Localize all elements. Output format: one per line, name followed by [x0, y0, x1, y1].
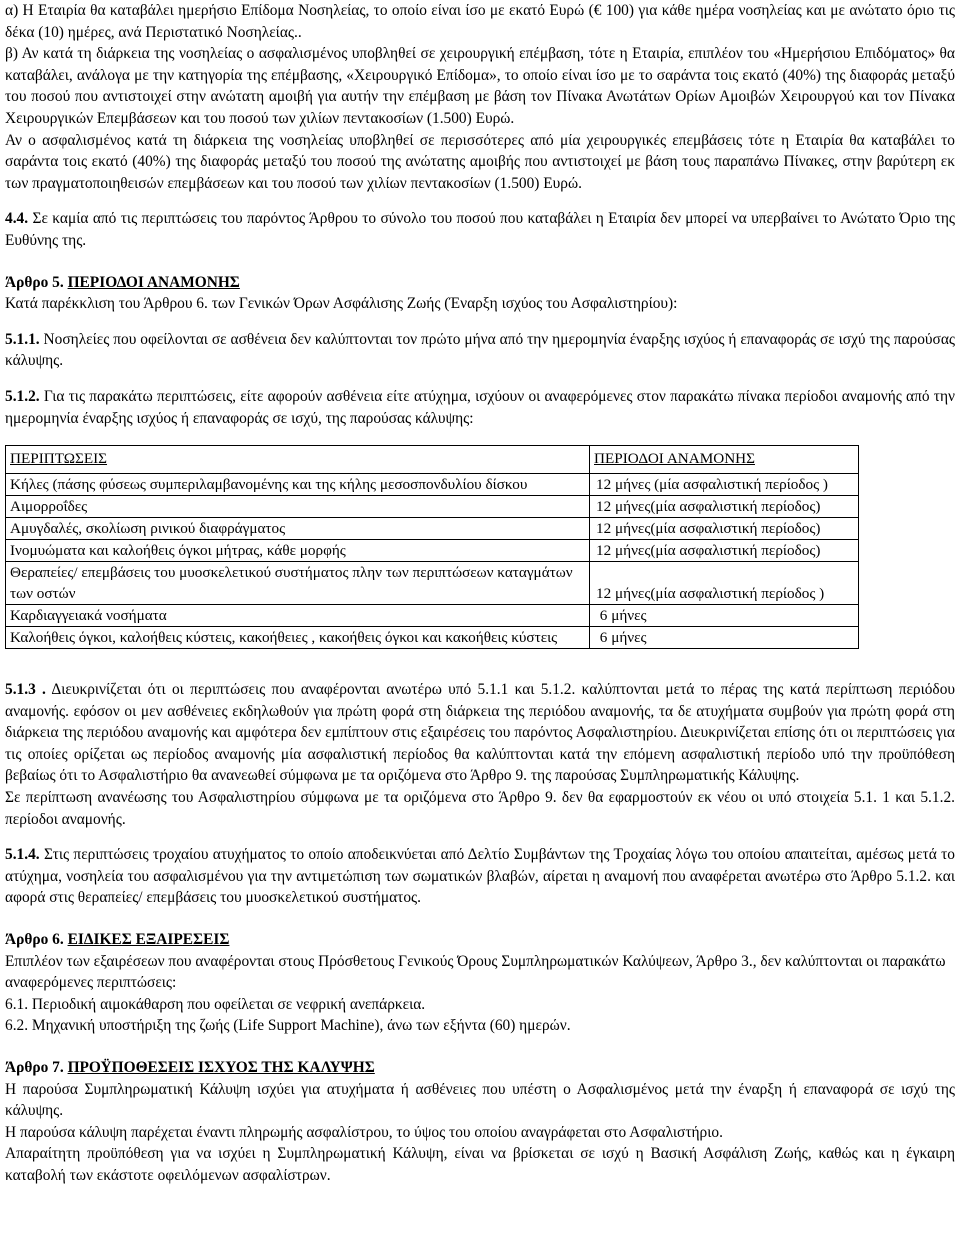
exclusion-6-2: 6.2. Μηχανική υποστήριξη της ζωής (Life Support Machine), άνω των εξήντα (60) ημερών.: [5, 1017, 571, 1035]
section-number: 5.1.1.: [5, 330, 40, 348]
article-5-heading: [5, 272, 955, 294]
case-cell: Αιμορροΐδες: [6, 496, 590, 518]
exclusion-6-1: 6.1. Περιοδική αιμοκάθαρση που οφείλεται σε νεφρική ανεπάρκεια.: [5, 995, 426, 1013]
period-cell: 6 μήνες: [590, 627, 859, 649]
case-cell: Καρδιαγγειακά νοσήματα: [6, 605, 590, 627]
period-cell: 12 μήνες(μία ασφαλιστική περίοδος): [590, 496, 859, 518]
table-row: [6, 518, 859, 540]
article-prefix: Άρθρο 5.: [5, 273, 68, 291]
section-5-1-4: [5, 844, 955, 909]
renewal-paragraph: Σε περίπτωση ανανέωσης του Ασφαλιστηρίου σύμφωνα με τα οριζόμενα στο Άρθρο 9. δεν θα εφαρμοστούν εκ νέου οι υπό στοιχεία 5.1. 1 και 5.1.2. περίοδοι αναμονής.: [5, 789, 955, 828]
case-cell: Καλοήθεις όγκοι, καλοήθεις κύστεις, κακοήθειες , κακοήθεις όγκοι και κακοήθεις κύστεις: [6, 627, 590, 649]
article-prefix: Άρθρο 7.: [5, 1059, 68, 1076]
article-title: ΠΕΡΙΟΔΟΙ ΑΝΑΜΟΝΗΣ: [67, 273, 240, 291]
article-7-paragraph-3: Απαραίτητη προϋπόθεση για να ισχύει η Συμπληρωματική Κάλυψη, είναι να βρίσκεται σε ισχύ η Βασική Ασφάλιση Ζωής, καθώς και η έγκαιρη καταβολή των εκάστοτε οφειλόμενων ασφαλίστρων.: [5, 1145, 955, 1184]
table-row: [6, 627, 859, 649]
case-cell: Κήλες (πάσης φύσεως συμπεριλαμβανομένης και της κήλης μεσοσπονδυλίου δίσκου: [6, 474, 590, 496]
section-5-1-3: [5, 679, 955, 787]
case-cell: Θεραπείες/ επεμβάσεις του μυοσκελετικού συστήματος πλην των περιπτώσεων καταγμάτων των οστών: [6, 562, 590, 605]
section-number: 5.1.2.: [5, 387, 40, 405]
table-row: [6, 474, 859, 496]
column-header-periods: ΠΕΡΙΟΔΟΙ ΑΝΑΜΟΝΗΣ: [590, 446, 859, 474]
benefit-b-paragraph: β) Αν κατά τη διάρκεια της νοσηλείας ο ασφαλισμένος υποβληθεί σε χειρουργική επέμβαση, τότε η Εταιρία, επιπλέον του «Ημερήσιου Επιδόματος» θα καταβάλει, ανάλογα με την κατηγορία της επέμβασης, «Χειρουργικό Επίδομα», το οποίο είναι ίσο με το σαράντα τοις εκατό (40%) της διαφοράς μεταξύ του ποσού που αντιστοιχεί στην ανώτατη αμοιβή για αυτήν την επέμβαση με βάση τον Πίνακα Ανωτάτων Ορίων Αμοιβών Χειρουργού και τον Πίνακα Χειρουργικών Επεμβάσεων και του ποσού των χιλίων πεντακοσίων (1.500) Ευρώ.: [5, 45, 955, 127]
section-number: 5.1.3 .: [5, 681, 46, 699]
article-5-intro: Κατά παρέκκλιση του Άρθρου 6. των Γενικών Όρων Ασφάλισης Ζωής (Έναρξη ισχύος του Ασφαλιστηρίου):: [5, 295, 678, 313]
period-cell: 6 μήνες: [590, 605, 859, 627]
article-6-heading: [5, 929, 955, 951]
section-text: Για τις παρακάτω περιπτώσεις, είτε αφορούν ασθένεια είτε ατύχημα, ισχύουν οι αναφερόμενες στον παρακάτω πίνακα περίοδοι αναμονής από την ημερομηνία έναρξης ισχύος ή επαναφοράς σε ισχύ, της παρούσας κάλυψης:: [5, 387, 955, 427]
case-cell: Ινομυώματα και καλοήθεις όγκοι μήτρας, κάθε μορφής: [6, 540, 590, 562]
multiple-surgeries-paragraph: Αν ο ασφαλισμένος κατά τη διάρκεια της νοσηλείας υποβληθεί σε περισσότερες από μία χειρουργικές επεμβάσεις τότε η Εταιρία θα καταβάλει το σαράντα τοις εκατό (40%) της διαφοράς μεταξύ του ποσού της ανώτατης αμοιβής που αντιστοιχεί με βάση τους παραπάνω Πίνακες, στην βαρύτερη εκ των πραγματοποιηθεισών επεμβάσεων και του ποσού των χιλίων πεντακοσίων (1.500) Ευρώ.: [5, 131, 955, 192]
section-4-4: [5, 208, 955, 251]
waiting-periods-table: [5, 445, 859, 649]
section-number: 5.1.4.: [5, 846, 40, 864]
section-number: 4.4.: [5, 210, 29, 228]
period-cell: 12 μήνες(μία ασφαλιστική περίοδος): [590, 518, 859, 540]
spacer: [5, 252, 955, 272]
section-text: Στις περιπτώσεις τροχαίου ατυχήματος το οποίο αποδεικνύεται από Δελτίο Συμβάντων της Τροχαίας λόγω του οποίου απαιτείται, αμέσως μετά το ατύχημα, νοσηλεία του ασφαλισμένου για την αντιμετώπιση των σωματικών βλαβών, αίρεται η αναμονή που αναφέρεται ανωτέρω στο Άρθρο 5.1.2. και αφορά στις θεραπείες/ επεμβάσεις του μυοσκελετικού συστήματος.: [5, 846, 955, 907]
case-cell: Αμυγδαλές, σκολίωση ρινικού διαφράγματος: [6, 518, 590, 540]
article-6-intro: Επιπλέον των εξαιρέσεων που αναφέρονται στους Πρόσθετους Γενικούς Όρους Συμπληρωματικών Καλύψεων, Άρθρο 3., δεν καλύπτονται οι παρακάτω αναφερόμενες περιπτώσεις:: [5, 952, 946, 992]
section-text: Νοσηλείες που οφείλονται σε ασθένεια δεν καλύπτονται τον πρώτο μήνα από την ημερομηνία έναρξης ισχύος ή επαναφοράς σε ισχύ της παρούσας κάλυψης.: [5, 330, 955, 370]
table-row: [6, 562, 859, 605]
article-title: ΠΡΟΫΠΟΘΕΣΕΙΣ ΙΣΧΥΟΣ ΤΗΣ ΚΑΛΥΨΗΣ: [67, 1059, 375, 1076]
section-text: Διευκρινίζεται ότι οι περιπτώσεις που αναφέρονται ανωτέρω υπό 5.1.1 και 5.1.2. καλύπτονται μετά το πέρας της κατά περίπτωση περιόδου αναμονής. εφόσον οι μεν ασθένειες εκδηλωθούν για πρώτη φορά στη διάρκεια της περιόδου αναμονής, τα δε ατυχήματα συμβούν για πρώτη φορά στη διάρκεια της περιόδου αναμονής και αμφότερα δεν εμπίπτουν στις εξαιρέσεις του παρόντος Ασφαλιστηρίου. Διευκρινίζεται επίσης ότι οι περιπτώσεις για τις οποίες ορίζεται ως περίοδος αναμονής μία ασφαλιστική περίοδος θα καλύπτονται κατά την επόμενη ασφαλιστική περίοδο υπό την προϋπόθεση βεβαίως ότι το Ασφαλιστήριο θα ανανεωθεί σύμφωνα με τα οριζόμενα στο Άρθρο 9. της παρούσας Συμπληρωματικής Κάλυψης.: [5, 681, 956, 785]
table-row: [6, 605, 859, 627]
article-title: ΕΙΔΙΚΕΣ ΕΞΑΙΡΕΣΕΙΣ: [67, 931, 230, 949]
article-7-paragraph-1: Η παρούσα Συμπληρωματική Κάλυψη ισχύει για ατυχήματα ή ασθένειες που υπέστη ο Ασφαλισμένος μετά την έναρξη ή επαναφορά σε ισχύ της κάλυψης.: [5, 1080, 955, 1120]
section-5-1-2: [5, 386, 955, 429]
section-text: Σε καμία από τις περιπτώσεις του παρόντος Άρθρου το σύνολο του ποσού που καταβάλει η Εταιρία δεν μπορεί να υπερβαίνει το Ανώτατο Όριο της Ευθύνης της.: [5, 210, 955, 249]
section-5-1-1: [5, 329, 955, 372]
period-cell: 12 μήνες(μία ασφαλιστική περίοδος): [590, 540, 859, 562]
article-prefix: Άρθρο 6.: [5, 931, 68, 949]
column-header-cases: ΠΕΡΙΠΤΩΣΕΙΣ: [6, 446, 590, 474]
table-row: [6, 540, 859, 562]
table-row: [6, 496, 859, 518]
article-7-paragraph-2: Η παρούσα κάλυψη παρέχεται έναντι πληρωμής ασφαλίστρου, το ύψος του οποίου αναγράφεται στο Ασφαλιστήριο.: [5, 1123, 723, 1141]
period-cell: 12 μήνες (μία ασφαλιστική περίοδος ): [590, 474, 859, 496]
table-header-row: [6, 446, 859, 474]
benefit-a-paragraph: α) Η Εταιρία θα καταβάλει ημερήσιο Επίδομα Νοσηλείας, το οποίο είναι ίσο με εκατό Ευρώ (€ 100) για κάθε ημέρα νοσηλείας και με ανώτατο όριο τις δέκα (10) ημέρες, ανά Περιστατικό Νοσηλείας..: [5, 2, 955, 41]
period-cell: 12 μήνες(μία ασφαλιστική περίοδος ): [590, 562, 859, 605]
document-page: [5, 0, 955, 1187]
article-7-heading: [5, 1057, 955, 1079]
